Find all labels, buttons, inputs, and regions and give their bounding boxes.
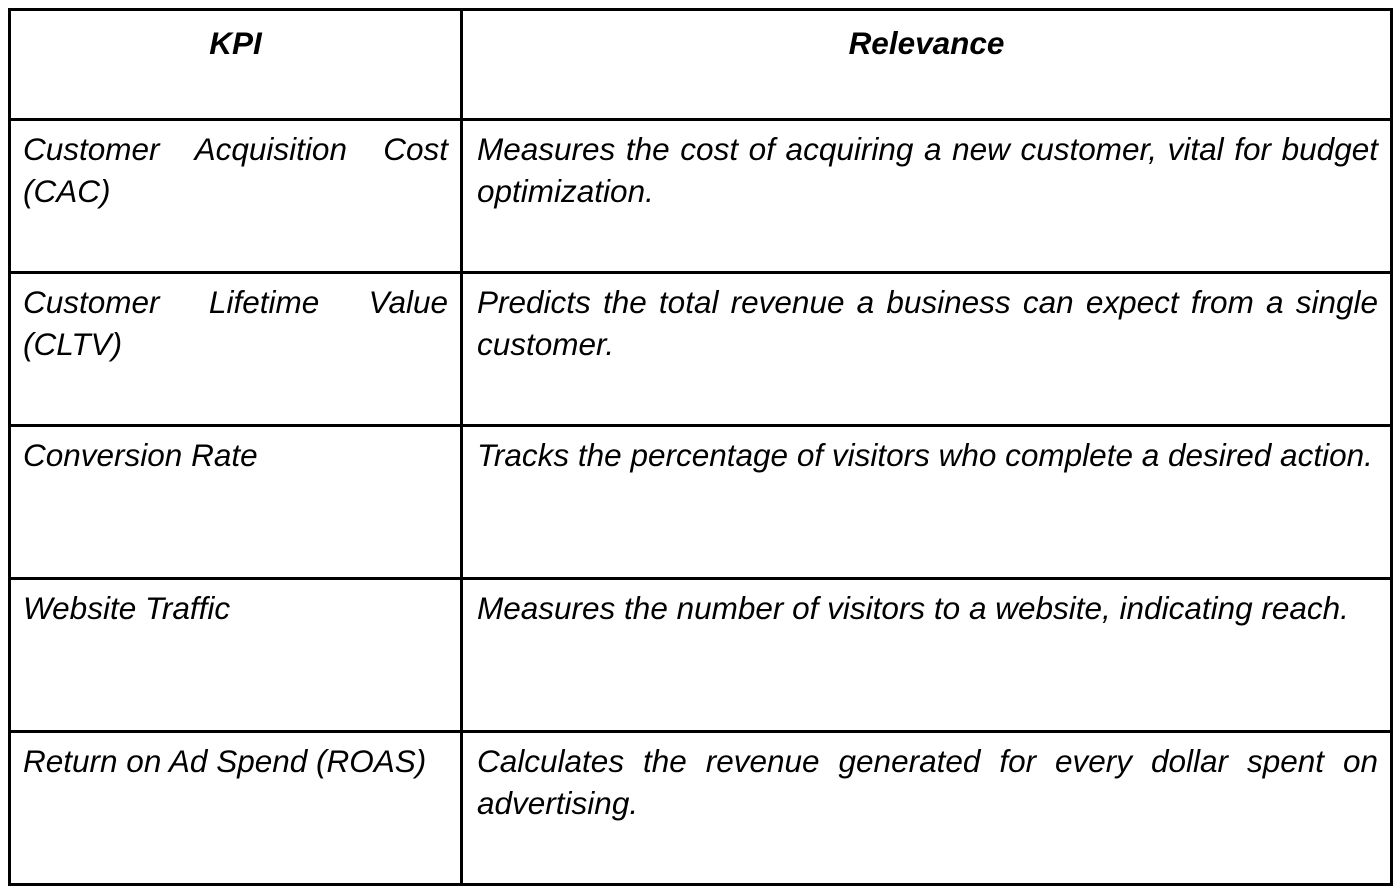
kpi-cell: Customer Lifetime Value (CLTV) <box>10 273 462 426</box>
kpi-cell: Customer Acquisition Cost (CAC) <box>10 120 462 273</box>
relevance-cell: Measures the cost of acquiring a new customer, vital for budget optimization. <box>462 120 1392 273</box>
kpi-cell: Website Traffic <box>10 579 462 732</box>
kpi-cell: Conversion Rate <box>10 426 462 579</box>
table-header-row <box>10 10 1392 120</box>
kpi-cell: Return on Ad Spend (ROAS) <box>10 732 462 885</box>
table-row <box>10 579 1392 732</box>
kpi-table <box>8 8 1393 886</box>
table-row <box>10 120 1392 273</box>
relevance-cell: Calculates the revenue generated for every dollar spent on advertising. <box>462 732 1392 885</box>
relevance-cell: Tracks the percentage of visitors who complete a desired action. <box>462 426 1392 579</box>
table-row <box>10 426 1392 579</box>
relevance-cell: Predicts the total revenue a business can expect from a single customer. <box>462 273 1392 426</box>
relevance-column-header: Relevance <box>462 10 1392 120</box>
relevance-cell: Measures the number of visitors to a website, indicating reach. <box>462 579 1392 732</box>
table-row <box>10 732 1392 885</box>
table-row <box>10 273 1392 426</box>
kpi-column-header: KPI <box>10 10 462 120</box>
